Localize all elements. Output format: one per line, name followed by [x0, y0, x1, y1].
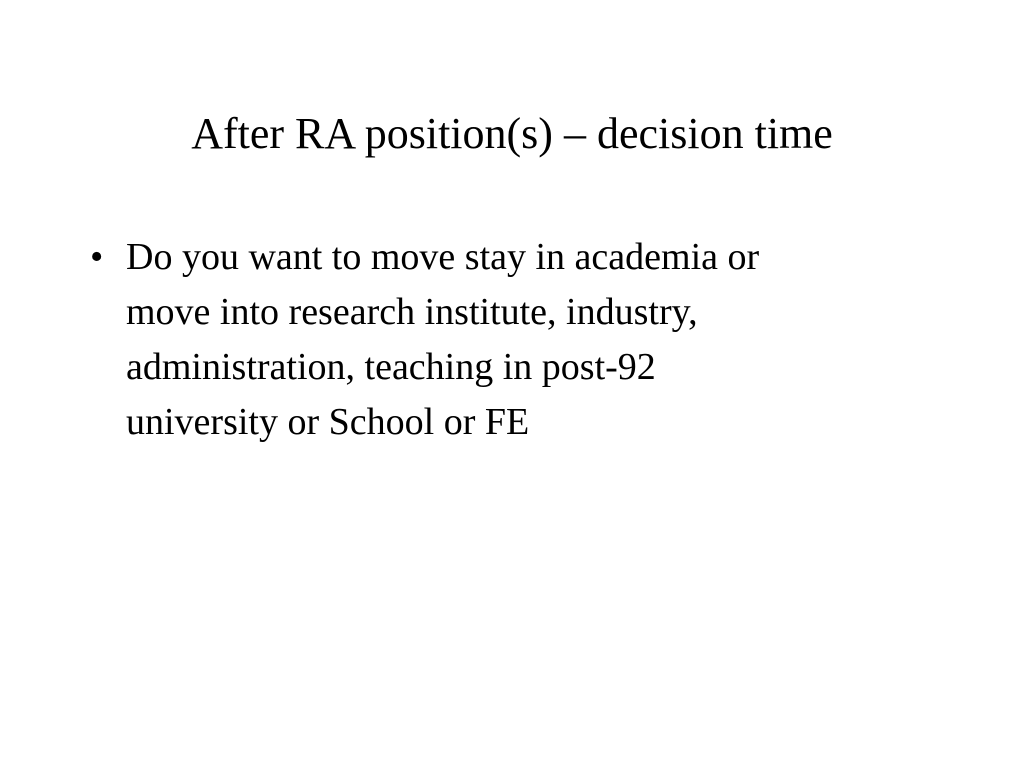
bullet-item: [90, 230, 910, 450]
slide-body: [90, 230, 910, 450]
bullet-line: university or School or FE: [126, 401, 530, 443]
slide-title: After RA position(s) – decision time: [191, 109, 833, 158]
bullet-text: [126, 230, 906, 450]
bullet-line: Do you want to move stay in academia or: [126, 236, 760, 278]
bullet-line: administration, teaching in post-92: [126, 346, 656, 388]
bullet-line: move into research institute, industry,: [126, 291, 698, 333]
bullet-marker: •: [90, 236, 104, 278]
